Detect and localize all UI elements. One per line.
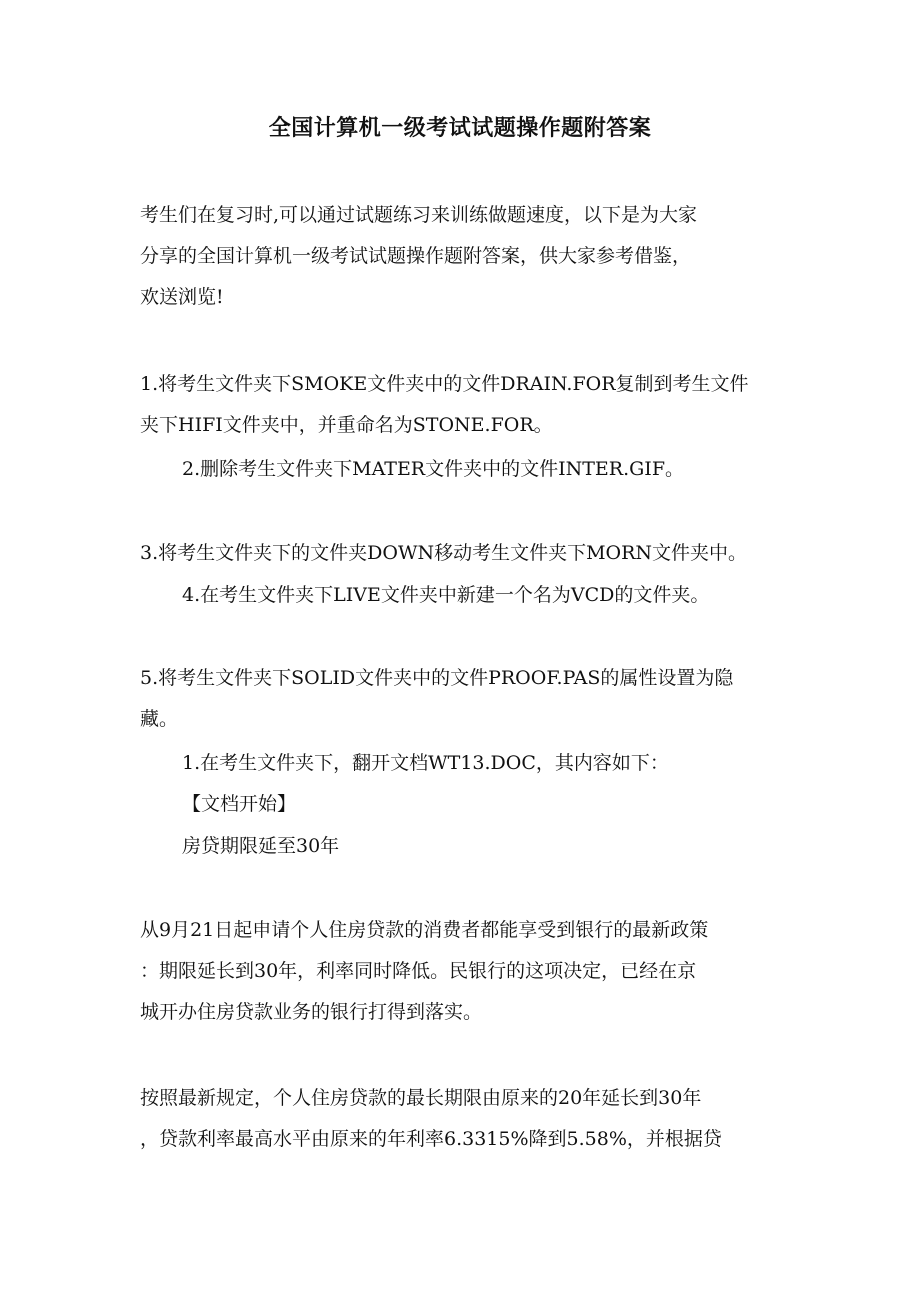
question-4: 4.在考生文件夹下LIVE文件夹中新建一个名为VCD的文件夹。 bbox=[182, 584, 710, 606]
intro-line-3: 欢送浏览! bbox=[140, 286, 224, 308]
embedded-doc-title: 房贷期限延至30年 bbox=[182, 835, 340, 857]
body-paragraph-1-line-1: 从9月21日起申请个人住房贷款的消费者都能享受到银行的最新政策 bbox=[140, 919, 709, 941]
body-paragraph-1-line-2: ：期限延长到30年，利率同时降低。民银行的这项决定，已经在京 bbox=[140, 960, 697, 982]
document-start-marker: 【文档开始】 bbox=[182, 793, 297, 815]
intro-line-1: 考生们在复习时,可以通过试题练习来训练做题速度，以下是为大家 bbox=[140, 204, 698, 226]
question-5-line-2: 藏。 bbox=[140, 708, 179, 730]
body-paragraph-1-line-3: 城开办住房贷款业务的银行打得到落实。 bbox=[140, 1001, 483, 1023]
document-title: 全国计算机一级考试试题操作题附答案 bbox=[268, 115, 652, 141]
intro-line-2: 分享的全国计算机一级考试试题操作题附答案，供大家参考借鉴， bbox=[140, 245, 692, 267]
question-1-line-1: 1.将考生文件夹下SMOKE文件夹中的文件DRAIN.FOR复制到考生文件 bbox=[140, 373, 749, 395]
question-5-line-1: 5.将考生文件夹下SOLID文件夹中的文件PROOF.PAS的属性设置为隐 bbox=[140, 667, 734, 689]
word-task-1: 1.在考生文件夹下，翻开文档WT13.DOC，其内容如下： bbox=[182, 752, 669, 774]
question-2: 2.删除考生文件夹下MATER文件夹中的文件INTER.GIF。 bbox=[182, 458, 684, 480]
question-1-line-2: 夹下HIFI文件夹中，并重命名为STONE.FOR。 bbox=[140, 414, 553, 436]
body-paragraph-2-line-2: ，贷款利率最高水平由原来的年利率6.3315%降到5.58%，并根据贷 bbox=[140, 1128, 722, 1150]
question-3: 3.将考生文件夹下的文件夹DOWN移动考生文件夹下MORN文件夹中。 bbox=[140, 542, 748, 564]
body-paragraph-2-line-1: 按照最新规定，个人住房贷款的最长期限由原来的20年延长到30年 bbox=[140, 1087, 702, 1109]
